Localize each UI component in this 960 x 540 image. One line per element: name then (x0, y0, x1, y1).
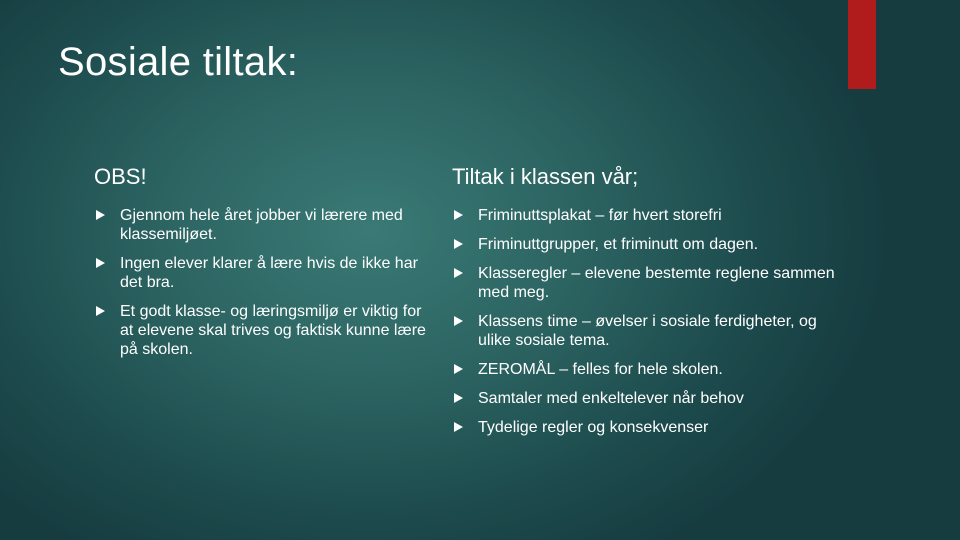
list-item-text: Tydelige regler og konsekvenser (478, 419, 709, 436)
right-column (452, 162, 852, 447)
list-item (452, 264, 852, 302)
list-item-text: ZEROMÅL – felles for hele skolen. (478, 361, 723, 378)
triangle-bullet-icon (454, 393, 463, 403)
right-column-heading: Tiltak i klassen vår; (452, 164, 639, 189)
list-item (452, 389, 852, 408)
triangle-bullet-icon (454, 316, 463, 326)
right-bullet-list (452, 206, 852, 437)
list-item-text: Ingen elever klarer å lære hvis de ikke har det bra. (120, 255, 418, 291)
list-item-text: Samtaler med enkeltelever når behov (478, 390, 744, 407)
list-item (452, 418, 852, 437)
list-item (452, 206, 852, 225)
list-item (94, 206, 434, 244)
triangle-bullet-icon (96, 258, 105, 268)
triangle-bullet-icon (454, 239, 463, 249)
left-column-heading: OBS! (94, 164, 147, 189)
list-item (94, 302, 434, 359)
triangle-bullet-icon (454, 268, 463, 278)
triangle-bullet-icon (96, 306, 105, 316)
list-item-text: Friminuttsplakat – før hvert storefri (478, 207, 722, 224)
list-item-text: Gjennom hele året jobber vi lærere med klassemiljøet. (120, 207, 403, 243)
list-item (94, 254, 434, 292)
accent-bar (848, 0, 876, 89)
triangle-bullet-icon (454, 210, 463, 220)
list-item-text: Klassens time – øvelser i sosiale ferdigheter, og ulike sosiale tema. (478, 313, 817, 349)
list-item-text: Et godt klasse- og læringsmiljø er viktig for at elevene skal trives og faktisk kunne lære på skolen. (120, 303, 426, 358)
list-item (452, 235, 852, 254)
slide-title: Sosiale tiltak: (58, 40, 299, 84)
list-item-text: Klasseregler – elevene bestemte reglene sammen med meg. (478, 265, 835, 301)
triangle-bullet-icon (454, 422, 463, 432)
list-item (452, 360, 852, 379)
left-column (94, 162, 434, 369)
left-bullet-list (94, 206, 434, 359)
list-item (452, 312, 852, 350)
triangle-bullet-icon (96, 210, 105, 220)
list-item-text: Friminuttgrupper, et friminutt om dagen. (478, 236, 759, 253)
triangle-bullet-icon (454, 364, 463, 374)
